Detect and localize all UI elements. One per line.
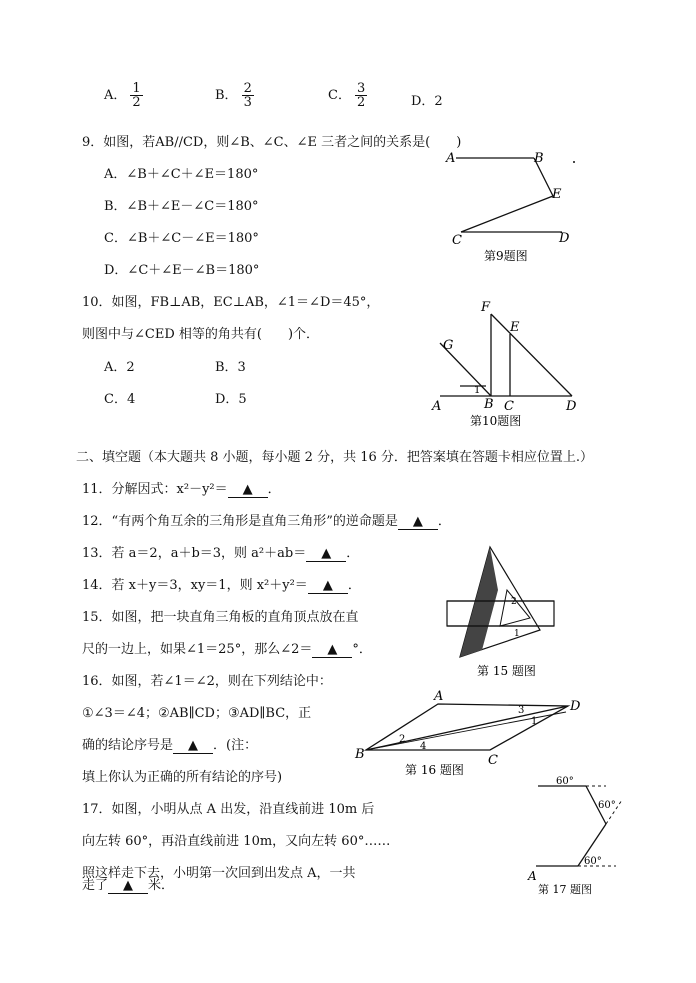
section-2-heading: 二、填空题（本大题共 8 小题，每小题 2 分，共 16 分．把答案填在答题卡相应位置上.） [76,450,594,465]
q17-angle-mid: 60° [598,800,616,811]
numerator: 3 [356,81,366,96]
q9-caption: 第9题图 [484,249,528,263]
q17-line-3: 照这样走下去，小明第一次回到出发点 A，一共 [82,866,356,881]
q16-caption: 第 16 题图 [405,763,464,777]
q17-text: 走了 [82,878,109,893]
denominator: 3 [243,95,252,110]
q16-label-4: 4 [420,741,427,752]
q9-label-e: E [552,187,562,202]
q10-label-g: G [443,338,454,353]
q10-label-e: E [510,320,520,335]
q10-label-b: B [484,397,494,412]
q16-label-a: A [434,689,444,704]
q9-label-a: A [446,151,456,166]
q14-end: ． [347,578,361,593]
q15-end: °． [352,642,372,657]
q15-label-1: 1 [514,629,520,639]
q10-option-c: C．4 [104,392,136,407]
numerator: 1 [132,81,141,96]
q9-label-c: C [452,233,462,248]
q16-label-1: 1 [531,716,538,727]
q9-option-b: B．∠B＋∠E－∠C＝180° [104,199,259,214]
q9-option-a: A．∠B＋∠C＋∠E＝180° [104,167,259,182]
q16-label-3: 3 [518,705,525,716]
q9-label-b: B [534,151,544,166]
q17-angle-top: 60° [556,776,574,787]
option-label: A． [104,88,127,103]
q9-option-c: C．∠B＋∠C－∠E＝180° [104,231,259,246]
q14-answer-blank: ▲ [308,579,348,594]
q9-option-d: D．∠C＋∠E－∠B＝180° [104,263,260,278]
q17-caption: 第 17 题图 [538,883,592,896]
q11-text: 11．分解因式：x²－y²＝ [82,482,228,497]
q10-label-c: C [504,399,514,414]
q12-end: ． [437,514,451,529]
q17-answer-blank: ▲ [108,879,148,894]
q13-answer-blank: ▲ [306,547,346,562]
q16-label-b: B [355,747,365,762]
q10-label-d: D [566,399,577,414]
denominator: 2 [132,95,141,110]
option-label: C． [328,88,351,103]
q17-label-a: A [528,869,537,883]
q14-text: 14．若 x＋y＝3，xy＝1，则 x²＋y²＝ [82,578,308,593]
q16-line-1: 16．如图，若∠1＝∠2，则在下列结论中： [82,674,332,689]
q13-text: 13．若 a＝2，a＋b＝3，则 a²＋ab＝ [82,546,307,561]
q16-label-2: 2 [399,734,406,745]
q16-label-c: C [488,753,498,768]
numerator: 2 [243,81,252,96]
q12-answer-blank: ▲ [398,515,438,530]
q15-answer-blank: ▲ [312,643,352,658]
q16-label-d: D [570,699,581,714]
q8-option-d: D．2 [411,94,443,109]
q13-end: ． [346,546,360,561]
q10-label-f: F [481,300,491,315]
q16-end: ．(注： [213,738,258,753]
q11-answer-blank: ▲ [228,483,268,498]
q10-stem-2: 则图中与∠CED 相等的角共有( )个． [82,327,320,342]
q12-text: 12．“有两个角互余的三角形是直角三角形”的逆命题是 [82,514,398,529]
q17-angle-bottom: 60° [584,856,602,867]
q10-label-1: 1 [474,385,481,396]
q10-stem: 10．如图，FB⊥AB，EC⊥AB，∠1＝∠D＝45°， [82,295,380,310]
option-label: B． [215,88,238,103]
q16-text: 确的结论序号是 [82,738,174,753]
denominator: 2 [356,95,366,110]
q15-line-1: 15．如图，把一块直角三角板的直角顶点放在直 [82,610,359,625]
q15-caption: 第 15 题图 [477,664,536,678]
q16-answer-blank: ▲ [173,739,213,754]
q17-line-2: 向左转 60°，再沿直线前进 10m，又向左转 60°…… [82,834,391,849]
q16-line-2: ①∠3＝∠4；②AB∥CD；③AD∥BC，正 [82,706,312,721]
q10-option-a: A．2 [104,360,135,375]
q10-caption: 第10题图 [470,414,522,428]
q10-option-d: D．5 [215,392,247,407]
q16-line-4: 填上你认为正确的所有结论的序号) [82,770,283,785]
q11-end: ． [267,482,281,497]
q15-text: 尺的一边上，如果∠1＝25°，那么∠2＝ [82,642,313,657]
q15-label-2: 2 [511,597,517,607]
q10-option-b: B．3 [215,360,246,375]
q17-end: 米． [148,878,175,893]
q17-line-1: 17．如图，小明从点 A 出发，沿直线前进 10m 后 [82,802,375,817]
q9-label-d: D [559,231,570,246]
q10-label-a: A [432,399,442,414]
q9-stem: 9．如图，若AB//CD，则∠B、∠C、∠E 三者之间的关系是( ) [82,135,462,150]
